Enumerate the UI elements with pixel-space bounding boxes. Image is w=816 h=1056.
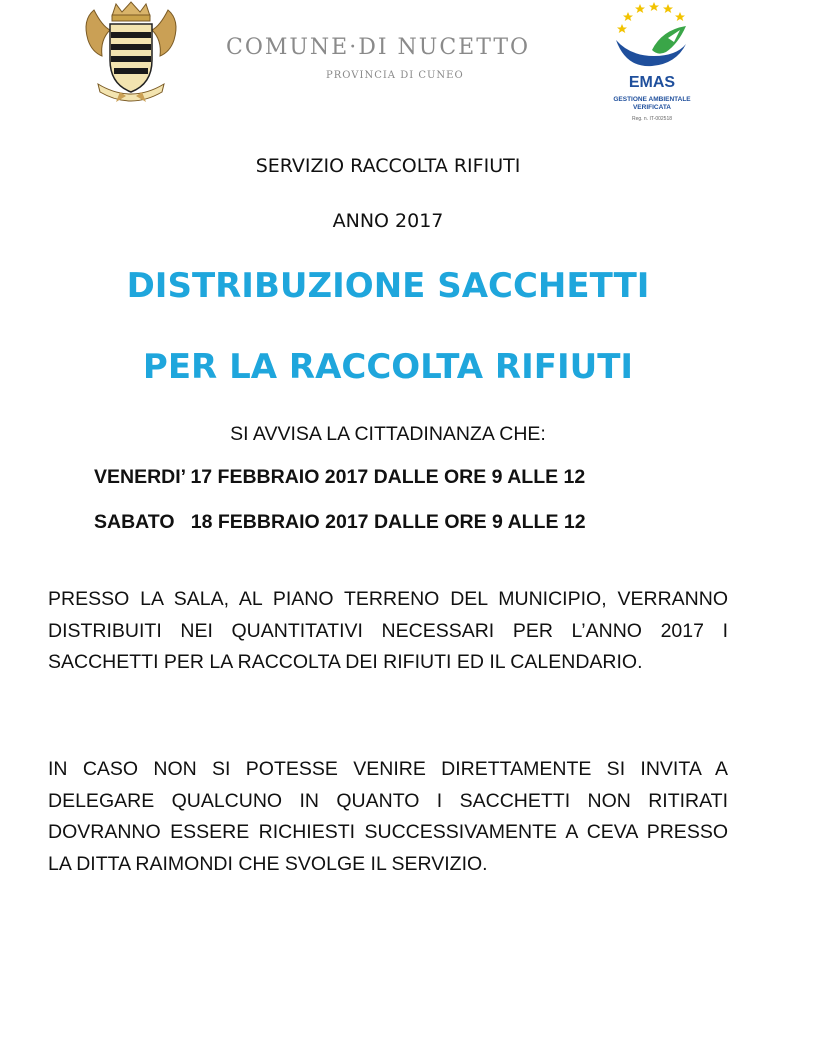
service-title: SERVIZIO RACCOLTA RIFIUTI [255, 155, 521, 177]
emas-title: EMAS [628, 74, 676, 91]
emas-registration: Reg. n. IT-002518 [631, 116, 673, 122]
paragraph-delegation: IN CASO NON SI POTESSE VENIRE DIRETTAMENTE SI INVITA A DELEGARE QUALCUNO IN QUANTO I SACCHETTI NON RITIRATI DOVRANNO ESSERE RICHIESTI SUCCESSIVAMENTE A CEVA PRESSO LA DITTA RAIMONDI CHE SVOLGE IL SERVIZIO. [48, 758, 728, 875]
paragraph-distribution: PRESSO LA SALA, AL PIANO TERRENO DEL MUNICIPIO, VERRANNO DISTRIBUITI NEI QUANTITATIVI NECESSARI PER L’ANNO 2017 I SACCHETTI PER LA RACCOLTA DEI RIFIUTI ED IL CALENDARIO. [48, 588, 728, 673]
headline-line-1: DISTRIBUZIONE SACCHETTI [126, 266, 650, 306]
date-line-saturday: SABATO 18 FEBBRAIO 2017 DALLE ORE 9 ALLE 12 [94, 511, 586, 533]
letterhead [0, 0, 816, 130]
date-line-friday: VENERDI’ 17 FEBBRAIO 2017 DALLE ORE 9 ALLE 12 [94, 466, 586, 488]
headline-line-2: PER LA RACCOLTA RIFIUTI [142, 347, 634, 387]
provincia-label: PROVINCIA DI CUNEO [326, 70, 464, 81]
year-line: ANNO 2017 [332, 210, 444, 232]
emas-subtitle [606, 96, 698, 112]
municipal-crest-icon [80, 0, 182, 104]
emas-subtitle-line-2: VERIFICATA [632, 104, 672, 111]
comune-name: COMUNE·DI NUCETTO [226, 35, 531, 60]
emas-subtitle-line-1: GESTIONE AMBIENTALE [613, 96, 691, 103]
notice-line: SI AVVISA LA CITTADINANZA CHE: [230, 423, 546, 445]
